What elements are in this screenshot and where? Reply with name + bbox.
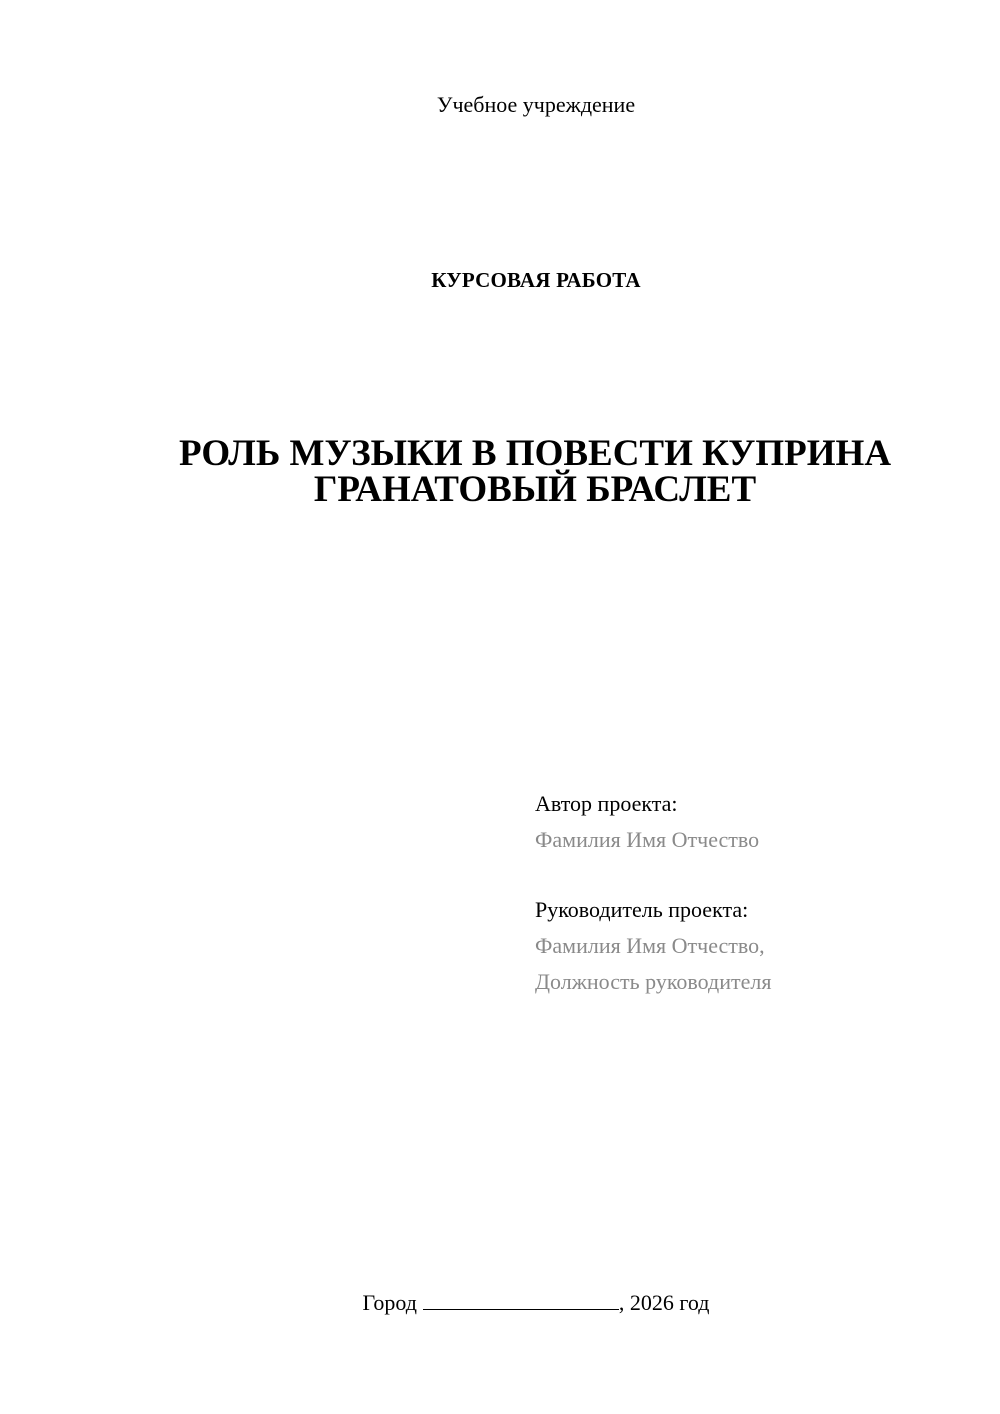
title-line-1: РОЛЬ МУЗЫКИ В ПОВЕСТИ КУПРИНА — [178, 433, 892, 474]
work-type-heading: КУРСОВАЯ РАБОТА — [431, 268, 641, 292]
author-name: Фамилия Имя Отчество — [535, 827, 760, 852]
footer-city-year — [0, 1290, 1000, 1316]
title-line-2: ГРАНАТОВЫЙ БРАСЛЕТ — [313, 469, 757, 510]
year-text: , 2026 год — [618, 1290, 710, 1315]
city-blank-line — [423, 1291, 619, 1310]
city-label: Город — [362, 1290, 417, 1315]
institution-name: Учебное учреждение — [436, 92, 636, 117]
author-block — [535, 786, 759, 858]
supervisor-label: Руководитель проекта: — [535, 897, 749, 922]
document-title — [120, 433, 950, 510]
supervisor-position: Должность руководителя — [535, 969, 772, 994]
author-label: Автор проекта: — [535, 791, 678, 816]
supervisor-name: Фамилия Имя Отчество, — [535, 933, 765, 958]
supervisor-block — [535, 892, 771, 1000]
